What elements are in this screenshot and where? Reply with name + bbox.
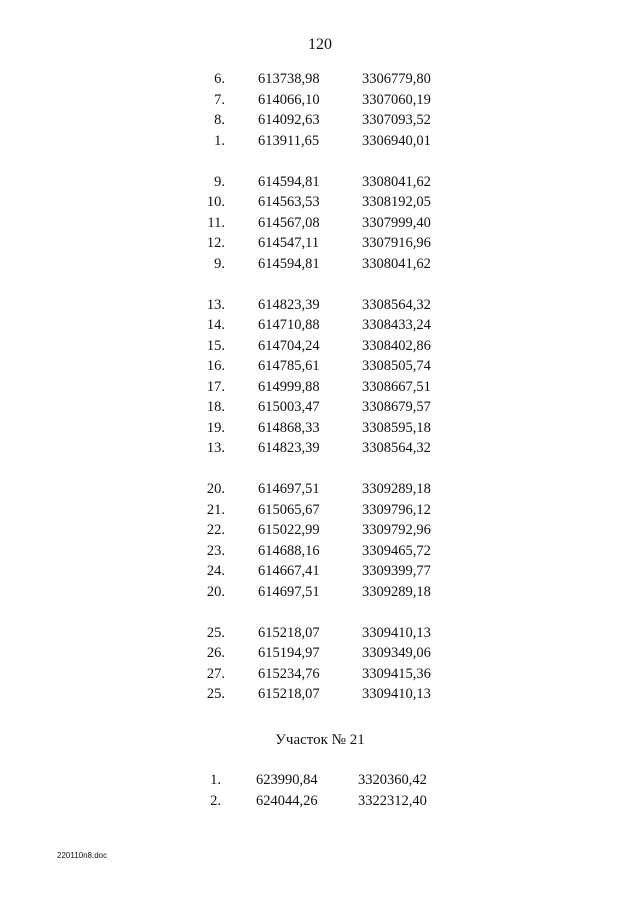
- coordinate-row: [0, 90, 640, 111]
- point-number: 18.: [206, 399, 225, 415]
- point-number: 16.: [206, 358, 225, 374]
- page-number: 120: [308, 36, 332, 53]
- coordinate-row: [0, 791, 640, 812]
- y-coordinate: 3309289,18: [362, 583, 431, 600]
- group-spacer: [0, 602, 640, 623]
- y-coordinate: 3308433,24: [362, 317, 431, 333]
- point-number: 9.: [214, 255, 225, 272]
- y-coordinate: 3309349,06: [362, 645, 431, 661]
- point-number: 13.: [206, 440, 225, 456]
- point-number: 8.: [214, 112, 225, 128]
- coordinate-row: [0, 110, 640, 131]
- point-number: 19.: [206, 419, 225, 436]
- x-coordinate: 614868,33: [258, 419, 320, 436]
- point-number: 24.: [206, 563, 225, 579]
- coordinate-row: [0, 315, 640, 336]
- coordinate-row: [0, 664, 640, 685]
- y-coordinate: 3309796,12: [362, 501, 431, 518]
- point-number: 10.: [206, 194, 225, 210]
- y-coordinate: 3306779,80: [362, 71, 431, 87]
- coordinate-row: [0, 418, 640, 439]
- coordinate-row: [0, 582, 640, 603]
- point-number: 1.: [210, 772, 221, 788]
- y-coordinate: 3322312,40: [358, 792, 427, 809]
- section-coordinate-table: [0, 770, 640, 811]
- x-coordinate: 615003,47: [258, 399, 320, 415]
- point-number: 23.: [206, 542, 225, 559]
- y-coordinate: 3309410,13: [362, 624, 431, 641]
- point-number: 6.: [214, 71, 225, 87]
- y-coordinate: 3308564,32: [362, 440, 431, 456]
- coordinate-row: [0, 397, 640, 418]
- point-number: 13.: [206, 296, 225, 313]
- y-coordinate: 3308192,05: [362, 194, 431, 210]
- y-coordinate: 3308041,62: [362, 173, 431, 190]
- point-number: 7.: [214, 91, 225, 108]
- coordinate-row: [0, 336, 640, 357]
- coordinate-row: [0, 684, 640, 705]
- x-coordinate: 614594,81: [258, 255, 320, 272]
- y-coordinate: 3308679,57: [362, 399, 431, 415]
- coordinate-row: [0, 254, 640, 275]
- y-coordinate: 3309465,72: [362, 542, 431, 559]
- coordinate-row: [0, 643, 640, 664]
- y-coordinate: 3308041,62: [362, 255, 431, 272]
- y-coordinate: 3309415,36: [362, 665, 431, 682]
- x-coordinate: 614667,41: [258, 563, 320, 579]
- coordinate-row: [0, 69, 640, 90]
- point-number: 14.: [206, 317, 225, 333]
- y-coordinate: 3308505,74: [362, 358, 431, 374]
- point-number: 9.: [214, 173, 225, 190]
- point-number: 15.: [206, 337, 225, 354]
- point-number: 20.: [206, 481, 225, 497]
- coordinate-row: [0, 479, 640, 500]
- coordinate-row: [0, 172, 640, 193]
- y-coordinate: 3307060,19: [362, 91, 431, 108]
- x-coordinate: 615218,07: [258, 624, 320, 641]
- x-coordinate: 614785,61: [258, 358, 320, 374]
- y-coordinate: 3308667,51: [362, 378, 431, 395]
- point-number: 1.: [214, 132, 225, 149]
- y-coordinate: 3309792,96: [362, 522, 431, 538]
- x-coordinate: 614066,10: [258, 91, 320, 108]
- point-number: 12.: [206, 235, 225, 251]
- coordinate-row: [0, 438, 640, 459]
- section-title: Участок № 21: [275, 732, 365, 748]
- footer-filename: 220110n8.doc: [57, 851, 108, 860]
- coordinate-row: [0, 377, 640, 398]
- y-coordinate: 3309399,77: [362, 563, 431, 579]
- coordinate-table: [0, 69, 640, 705]
- x-coordinate: 624044,26: [256, 792, 318, 809]
- x-coordinate: 613738,98: [258, 71, 320, 87]
- y-coordinate: 3306940,01: [362, 132, 431, 149]
- x-coordinate: 615065,67: [258, 501, 320, 518]
- x-coordinate: 613911,65: [258, 132, 320, 149]
- x-coordinate: 614092,63: [258, 112, 320, 128]
- coordinate-row: [0, 541, 640, 562]
- x-coordinate: 614547,11: [258, 235, 320, 251]
- x-coordinate: 614594,81: [258, 173, 320, 190]
- x-coordinate: 614688,16: [258, 542, 320, 559]
- x-coordinate: 615234,76: [258, 665, 320, 682]
- coordinate-row: [0, 192, 640, 213]
- point-number: 25.: [206, 686, 225, 702]
- y-coordinate: 3307093,52: [362, 112, 431, 128]
- x-coordinate: 615022,99: [258, 522, 320, 538]
- coordinate-row: [0, 233, 640, 254]
- x-coordinate: 614823,39: [258, 440, 320, 456]
- y-coordinate: 3308402,86: [362, 337, 431, 354]
- point-number: 11.: [207, 214, 225, 231]
- coordinate-row: [0, 500, 640, 521]
- point-number: 2.: [210, 792, 221, 809]
- point-number: 17.: [206, 378, 225, 395]
- coordinate-row: [0, 561, 640, 582]
- point-number: 20.: [206, 583, 225, 600]
- y-coordinate: 3309289,18: [362, 481, 431, 497]
- x-coordinate: 614567,08: [258, 214, 320, 231]
- point-number: 27.: [206, 665, 225, 682]
- x-coordinate: 614704,24: [258, 337, 320, 354]
- point-number: 26.: [206, 645, 225, 661]
- coordinate-row: [0, 213, 640, 234]
- x-coordinate: 614710,88: [258, 317, 320, 333]
- x-coordinate: 615194,97: [258, 645, 320, 661]
- y-coordinate: 3308564,32: [362, 296, 431, 313]
- y-coordinate: 3307999,40: [362, 214, 431, 231]
- x-coordinate: 614999,88: [258, 378, 320, 395]
- x-coordinate: 614697,51: [258, 481, 320, 497]
- point-number: 25.: [206, 624, 225, 641]
- y-coordinate: 3308595,18: [362, 419, 431, 436]
- coordinate-row: [0, 770, 640, 791]
- group-spacer: [0, 459, 640, 480]
- coordinate-row: [0, 520, 640, 541]
- point-number: 22.: [206, 522, 225, 538]
- point-number: 21.: [206, 501, 225, 518]
- y-coordinate: 3307916,96: [362, 235, 431, 251]
- coordinate-row: [0, 356, 640, 377]
- x-coordinate: 614563,53: [258, 194, 320, 210]
- x-coordinate: 614697,51: [258, 583, 320, 600]
- group-spacer: [0, 151, 640, 172]
- group-spacer: [0, 274, 640, 295]
- y-coordinate: 3309410,13: [362, 686, 431, 702]
- coordinate-row: [0, 623, 640, 644]
- x-coordinate: 623990,84: [256, 772, 318, 788]
- coordinate-row: [0, 295, 640, 316]
- y-coordinate: 3320360,42: [358, 772, 427, 788]
- coordinate-row: [0, 131, 640, 152]
- x-coordinate: 615218,07: [258, 686, 320, 702]
- x-coordinate: 614823,39: [258, 296, 320, 313]
